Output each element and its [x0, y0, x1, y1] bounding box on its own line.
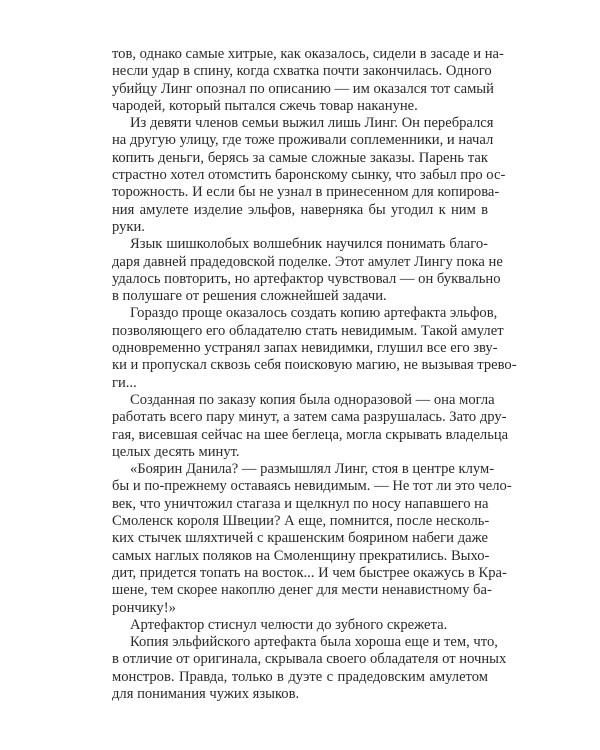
- text-line: несли удар в спину, когда схватка почти закончилась. Одного: [112, 63, 492, 80]
- text-line: Язык шишколобых волшебник научился понимать благо-: [130, 236, 488, 253]
- text-line: убийцу Линг опознал по описанию — им оказался тот самый: [112, 80, 494, 97]
- text-line: Гораздо проще оказалось создать копию артефакта эльфов,: [130, 305, 498, 322]
- text-line: Из девяти членов семьи выжил лишь Линг. Он перебрался: [130, 115, 494, 132]
- text-line: дит, придется топать на восток... И чем быстрее окажусь в Кра-: [112, 564, 507, 581]
- text-line: в полушаге от решения сложнейшей задачи.: [112, 288, 387, 305]
- text-line: позволяющего его обладателю стать невидимым. Такой амулет: [112, 322, 504, 339]
- text-line: рончику!»: [112, 599, 176, 616]
- text-line: в отличие от оригинала, скрывала своего обладателя от ночных: [112, 651, 507, 668]
- text-line: работать всего пару минут, а затем сама разрушалась. Зато дру-: [112, 409, 507, 426]
- text-line: целых десять минут.: [112, 443, 240, 460]
- text-line: руки.: [112, 218, 145, 235]
- text-line: самых наглых поляков на Смоленщину прекратились. Выхо-: [112, 547, 490, 564]
- text-line: для понимания чужих языков.: [112, 685, 300, 702]
- text-line: на другую улицу, где тоже проживали соплеменники, и начал: [112, 132, 494, 149]
- text-line: монстров. Правда, только в дуэте с прадедовским амулетом: [112, 668, 488, 685]
- text-line: бы и по-прежнему оставаясь невидимым. — Не тот ли это чело-: [112, 478, 512, 495]
- text-line: ги...: [112, 374, 137, 391]
- text-line: копить деньги, берясь за самые сложные заказы. Парень так: [112, 149, 488, 166]
- text-line: чародей, который пытался сжечь товар накануне.: [112, 97, 418, 114]
- text-line: «Боярин Данила? — размышлял Линг, стоя в центре клум-: [130, 461, 495, 478]
- text-line: страстно хотел отомстить баронскому сынку, что забыл про ос-: [112, 167, 506, 184]
- text-line: торожность. И если бы не узнал в принесенном для копирова-: [112, 184, 500, 201]
- text-line: удалось повторить, но артефактор чувствовал — он буквально: [112, 270, 501, 287]
- text-line: даря давней прадедовской поделке. Этот амулет Лингу пока не: [112, 253, 503, 270]
- text-line: ния амулете изделие эльфов, наверняка бы угодил к ним в: [112, 201, 488, 218]
- book-page-text: [112, 46, 517, 703]
- text-line: ких стычек шляхтичей с крашенским боярином набеги даже: [112, 530, 488, 547]
- text-line: одновременно устранял запах невидимки, глушил все его зву-: [112, 340, 498, 357]
- text-line: Копия эльфийского артефакта была хороша еще и тем, что,: [130, 634, 498, 651]
- text-line: век, что уничтожил стагаза и щелкнул по носу напавшего на: [112, 495, 489, 512]
- text-line: Созданная по заказу копия была одноразовой — она могла: [130, 391, 495, 408]
- text-line: ки и пропускал сквозь себя поисковую магию, не вызывая трево-: [112, 357, 517, 374]
- text-line: шене, тем скорее накоплю денег для мести ненавистному ба-: [112, 582, 492, 599]
- text-line: Артефактор стиснул челюсти до зубного скрежета.: [130, 616, 448, 633]
- text-line: гая, висевшая сейчас на шее беглеца, могла скрывать владельца: [112, 426, 509, 443]
- text-line: Смоленск короля Швеции? А еще, помнится, после несколь-: [112, 513, 490, 530]
- text-line: тов, однако самые хитрые, как оказалось, сидели в засаде и на-: [112, 46, 504, 62]
